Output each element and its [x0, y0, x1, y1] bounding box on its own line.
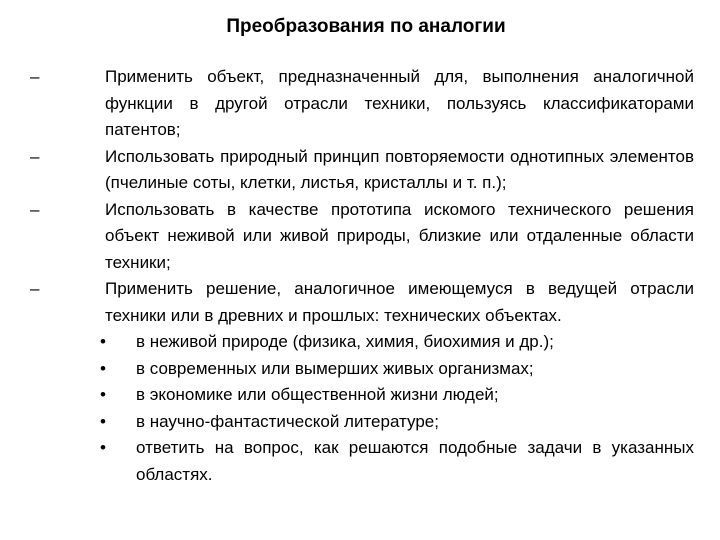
method-list: [30, 64, 694, 488]
list-item: [30, 197, 694, 277]
sub-list-item-text: в неживой природе (физика, химия, биохимия и др.);: [136, 332, 554, 351]
sub-list-item: [30, 409, 694, 436]
sub-list-item: [30, 435, 694, 488]
list-item: [30, 276, 694, 329]
bullet-marker: •: [100, 438, 106, 457]
dash-marker: –: [30, 199, 40, 219]
sub-list-item-text: ответить на вопрос, как решаются подобные задачи в указанных областях.: [136, 438, 694, 484]
sub-list-item: [30, 356, 694, 383]
list-item-text: Применить объект, предназначенный для, выполнения аналогичной функции в другой отрасли техники, пользуясь классификаторами патентов;: [105, 67, 694, 139]
list-item: [30, 144, 694, 197]
bullet-marker: •: [100, 411, 106, 431]
list-item: [30, 64, 694, 144]
dash-marker: –: [30, 146, 40, 166]
bullet-marker: •: [100, 358, 106, 378]
slide-title: Преобразования по аналогии: [226, 16, 506, 37]
sub-list-item-text: в экономике или общественной жизни людей;: [136, 385, 499, 404]
bullet-marker: •: [100, 385, 106, 404]
list-item-text: Использовать природный принцип повторяемости однотипных элементов (пчелиные соты, клетки, листья, кристаллы и т. п.);: [105, 146, 694, 192]
sub-list-item-text: в современных или вымерших живых организмах;: [136, 358, 534, 378]
list-item-text: Применить решение, аналогичное имеющемуся в ведущей отрасли техники или в древних и прошлых: технических объектах.: [105, 279, 694, 325]
sub-list-item-text: в научно-фантастической литературе;: [136, 411, 439, 431]
sub-list-item: [30, 329, 694, 356]
dash-marker: –: [30, 279, 40, 298]
list-item-text: Использовать в качестве прототипа искомого технического решения объект неживой или живой природы, близкие или отдаленные области техники;: [105, 199, 694, 272]
dash-marker: –: [30, 67, 40, 86]
sub-list-item: [30, 382, 694, 409]
bullet-marker: •: [100, 332, 106, 351]
